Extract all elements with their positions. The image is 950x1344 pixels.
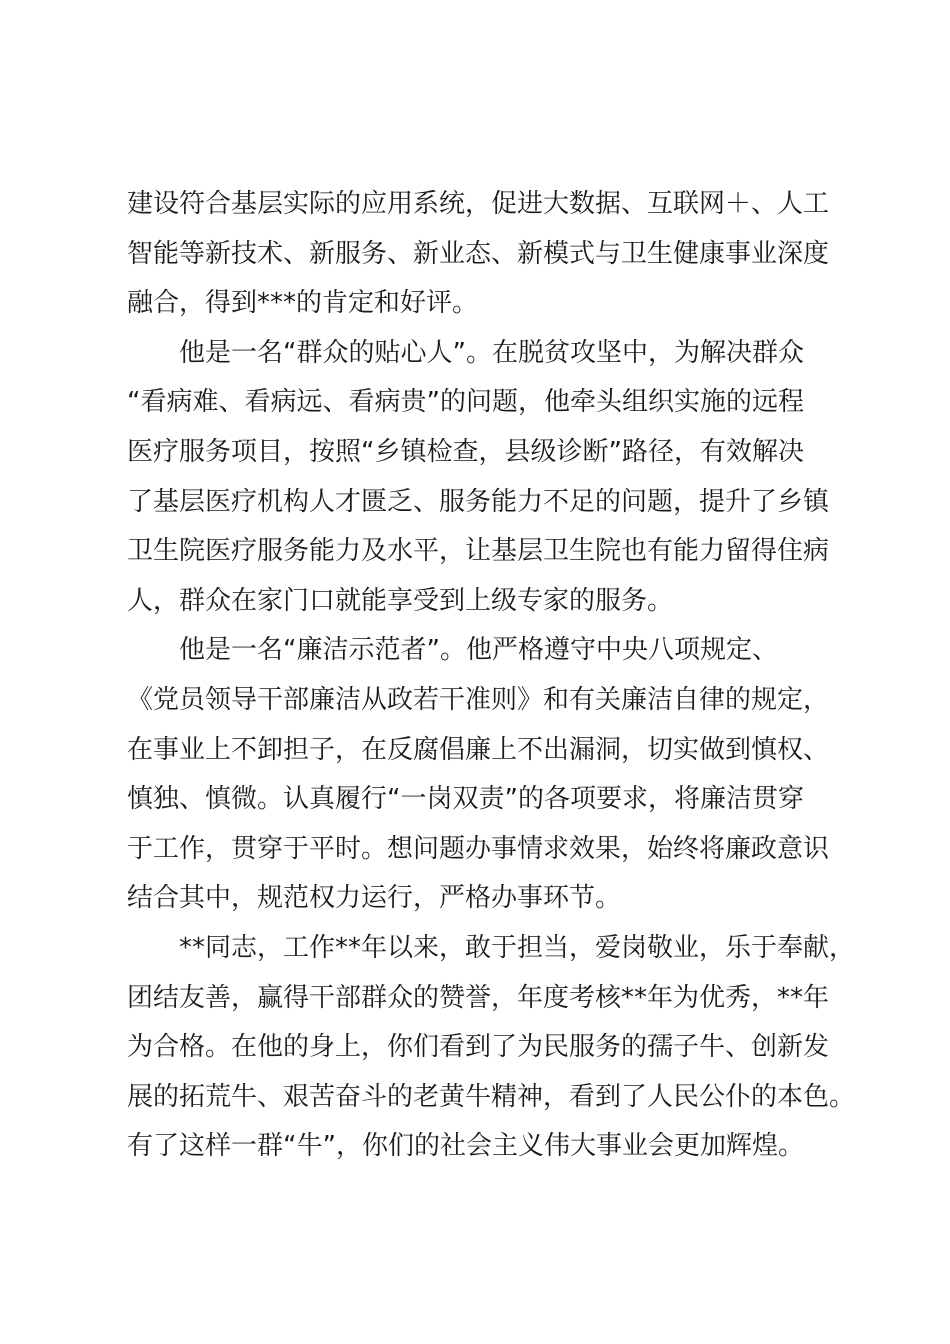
paragraph-line: 有了这样一群“牛”，你们的社会主义伟大事业会更加辉煌。 [127,1131,804,1162]
paragraph-line: 智能等新技术、新服务、新业态、新模式与卫生健康事业深度 [127,238,830,269]
paragraph-line: 了基层医疗机构人才匮乏、服务能力不足的问题，提升了乡镇 [127,486,830,517]
paragraph-3 [127,626,857,924]
paragraph-line: 卫生院医疗服务能力及水平，让基层卫生院也有能力留得住病 [127,536,830,567]
paragraph-1 [127,180,857,329]
paragraph-line: 慎独、慎微。认真履行“一岗双责”的各项要求，将廉洁贯穿 [127,784,804,815]
paragraph-line: 于工作，贯穿于平时。想问题办事情求效果，始终将廉政意识 [127,833,830,864]
paragraph-line: 医疗服务项目，按照“乡镇检查，县级诊断”路径，有效解决 [127,436,804,467]
paragraph-line: 展的拓荒牛、艰苦奋斗的老黄牛精神，看到了人民公仆的本色。 [127,1081,856,1112]
paragraph-line: 结合其中，规范权力运行，严格办事环节。 [127,883,622,914]
paragraph-line: 人，群众在家门口就能享受到上级专家的服务。 [127,585,674,616]
paragraph-line: **同志，工作**年以来，敢于担当，爱岗敬业，乐于奉献， [179,932,856,963]
paragraph-2 [127,329,857,627]
paragraph-line: 为合格。在他的身上，你们看到了为民服务的孺子牛、创新发 [127,1032,830,1063]
paragraph-line: 他是一名“群众的贴心人”。在脱贫攻坚中，为解决群众 [179,337,804,368]
paragraph-line: 建设符合基层实际的应用系统，促进大数据、互联网＋、人工 [127,189,830,219]
paragraph-line: “看病难、看病远、看病贵”的问题，他牵头组织实施的远程 [127,387,804,418]
paragraph-4 [127,924,857,1172]
paragraph-line: 融合，得到***的肯定和好评。 [127,288,479,319]
document-body [127,180,857,1172]
paragraph-line: 在事业上不卸担子，在反腐倡廉上不出漏洞，切实做到慎权、 [127,734,830,765]
paragraph-line: 他是一名“廉洁示范者”。他严格遵守中央八项规定、 [179,635,778,666]
paragraph-line: 团结友善，赢得干部群众的赞誉，年度考核**年为优秀，**年 [127,982,830,1013]
paragraph-line: 《党员领导干部廉洁从政若干准则》和有关廉洁自律的规定， [127,684,830,715]
